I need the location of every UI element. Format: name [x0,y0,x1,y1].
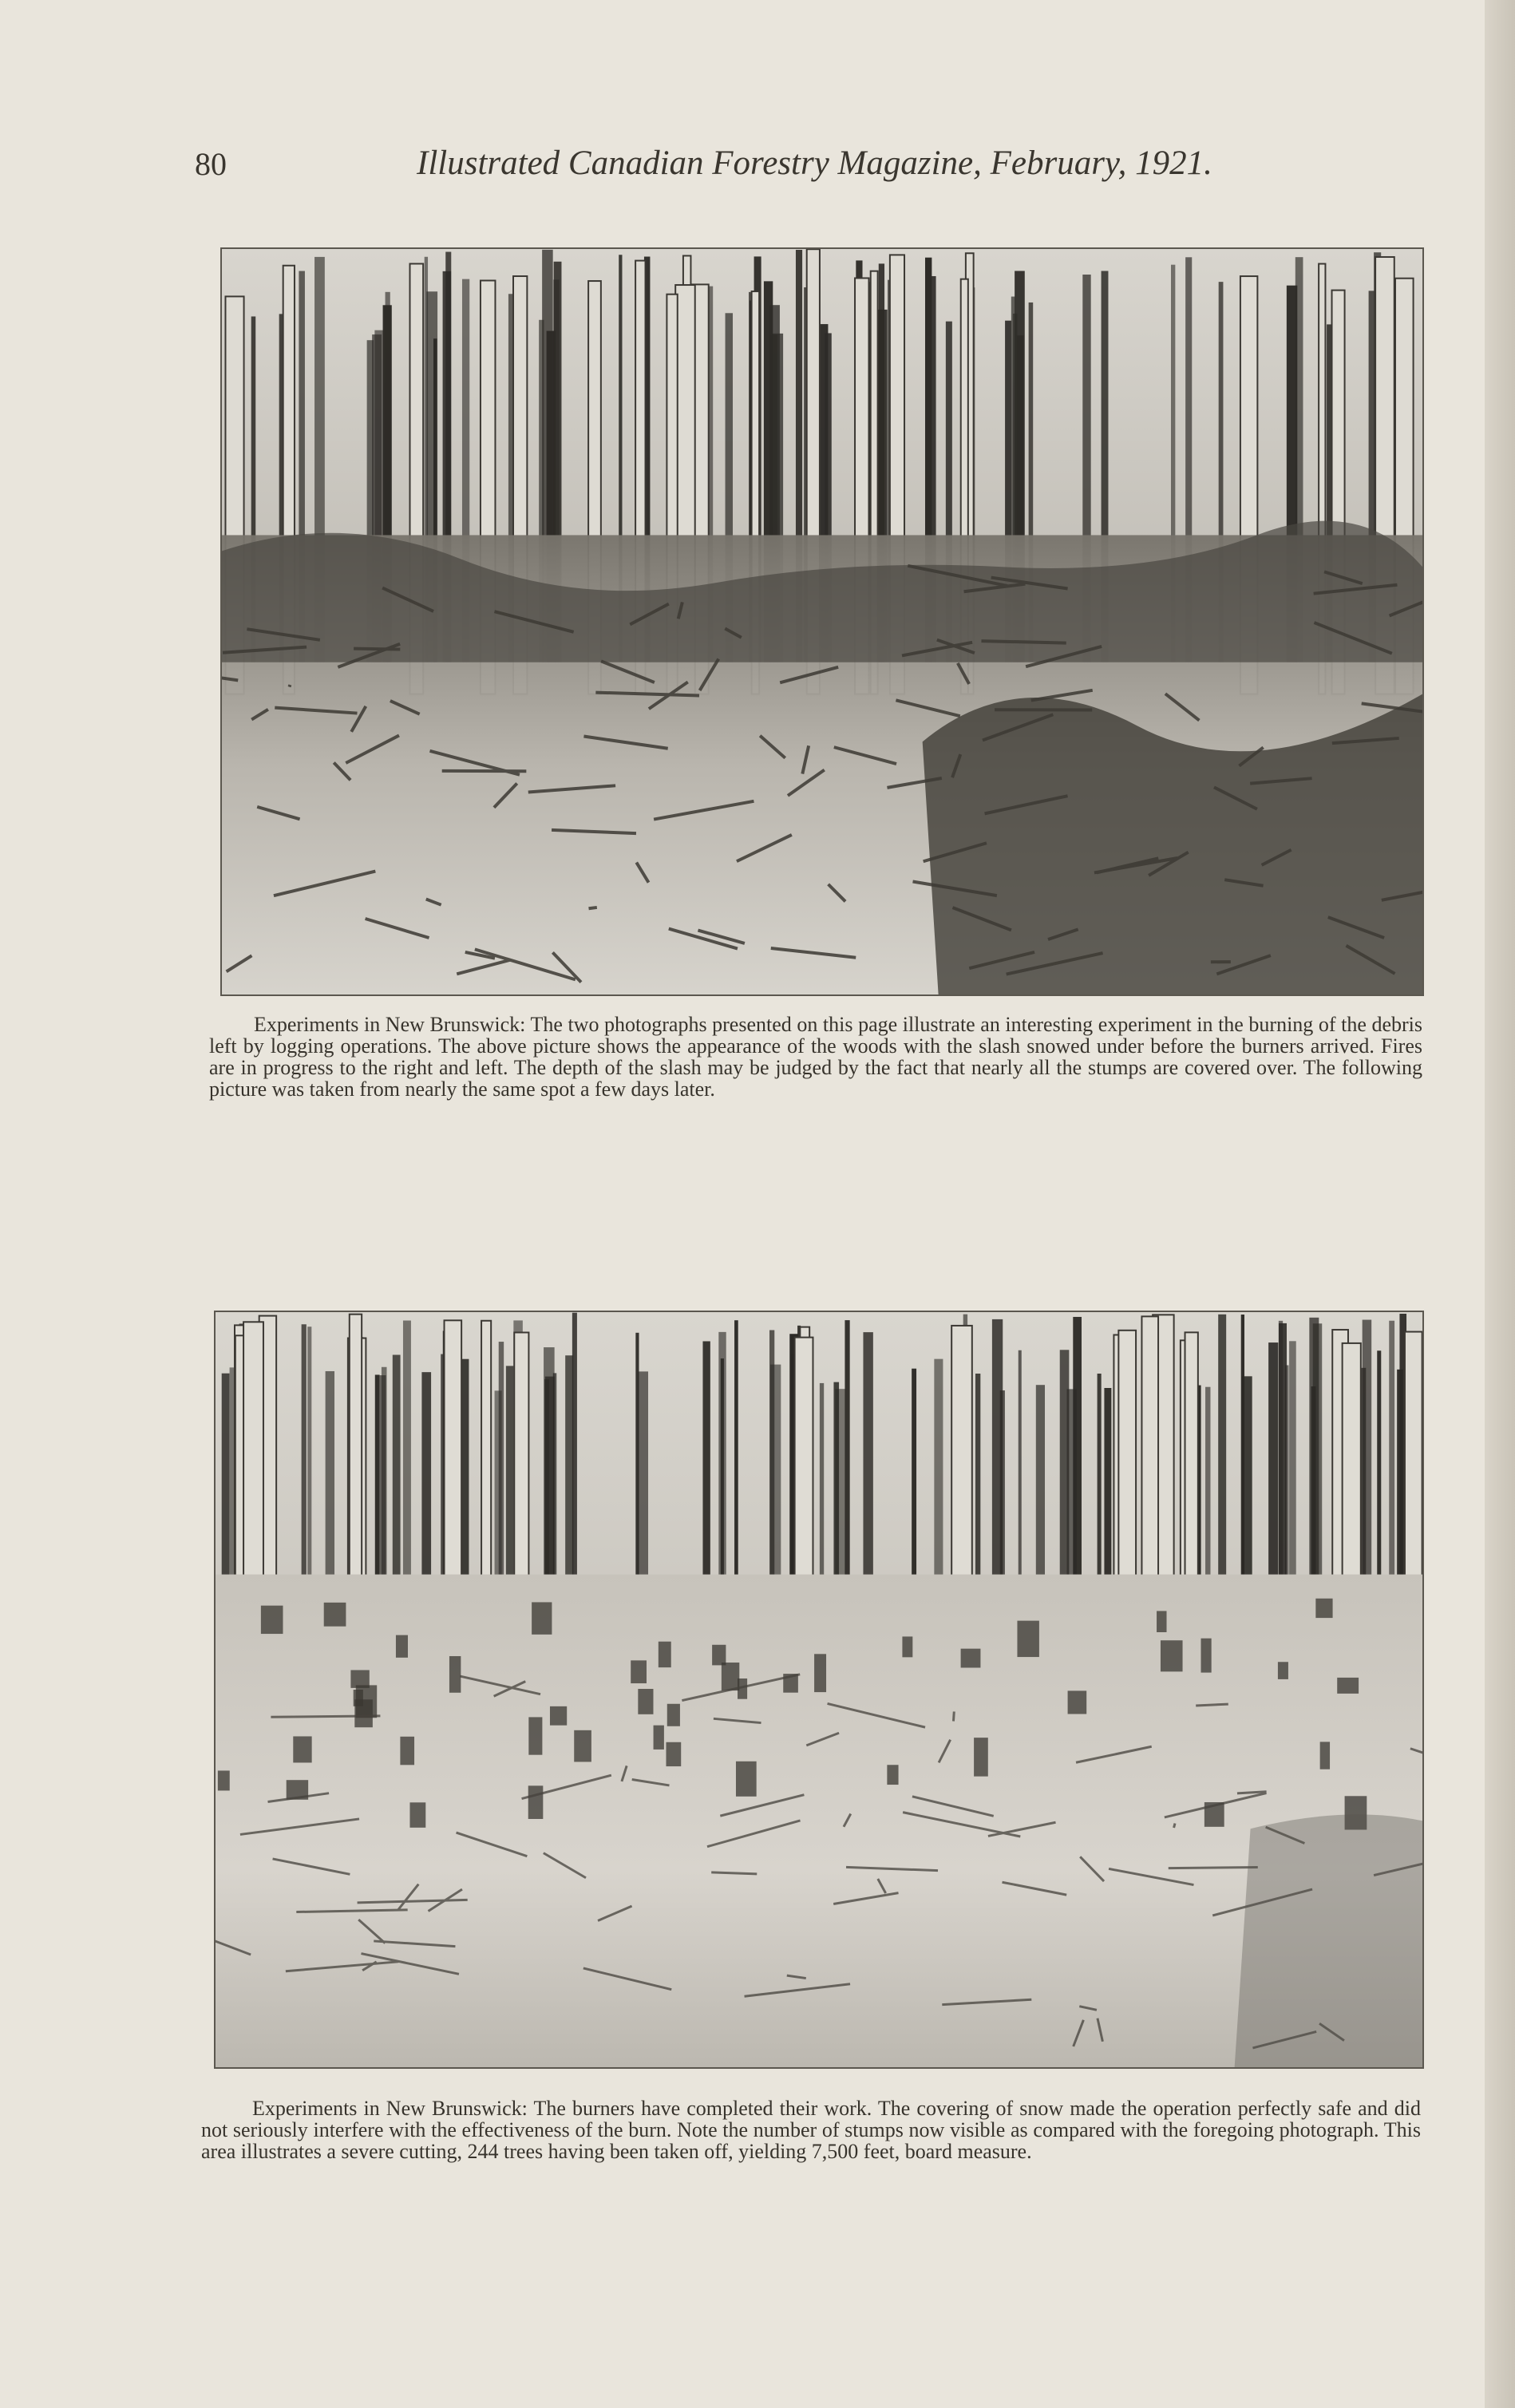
page-number: 80 [195,146,227,182]
forest-photo-before-burn [220,247,1424,996]
page-edge-shadow [1485,0,1515,2408]
running-head: Illustrated Canadian Forestry Magazine, February, 1921. [417,144,1212,182]
photo-caption-after-burn: Experiments in New Brunswick: The burners have completed their work. The covering of snow made the operation perfectly safe and did not seriously interfere with the effectiveness of the burn. Note the number of stumps now visible as compared with the foregoing photograph. This area illustrates a severe cutting, 244 trees having been taken off, yielding 7,500 feet, board measure. [201,2097,1421,2163]
forest-photo-before-burn-image [222,249,1422,994]
photo-caption-before-burn: Experiments in New Brunswick: The two photographs presented on this page illustrate an interesting experiment in the burning of the debris left by logging operations. The above picture shows the appearance of the woods with the slash snowed under before the burners arrived. Fires are in progress to the right and left. The depth of the slash may be judged by the fact that nearly all the stumps are covered over. The following picture was taken from nearly the same spot a few days later. [209,1013,1422,1101]
forest-photo-after-burn-image [216,1312,1422,2067]
forest-photo-after-burn [214,1311,1424,2069]
